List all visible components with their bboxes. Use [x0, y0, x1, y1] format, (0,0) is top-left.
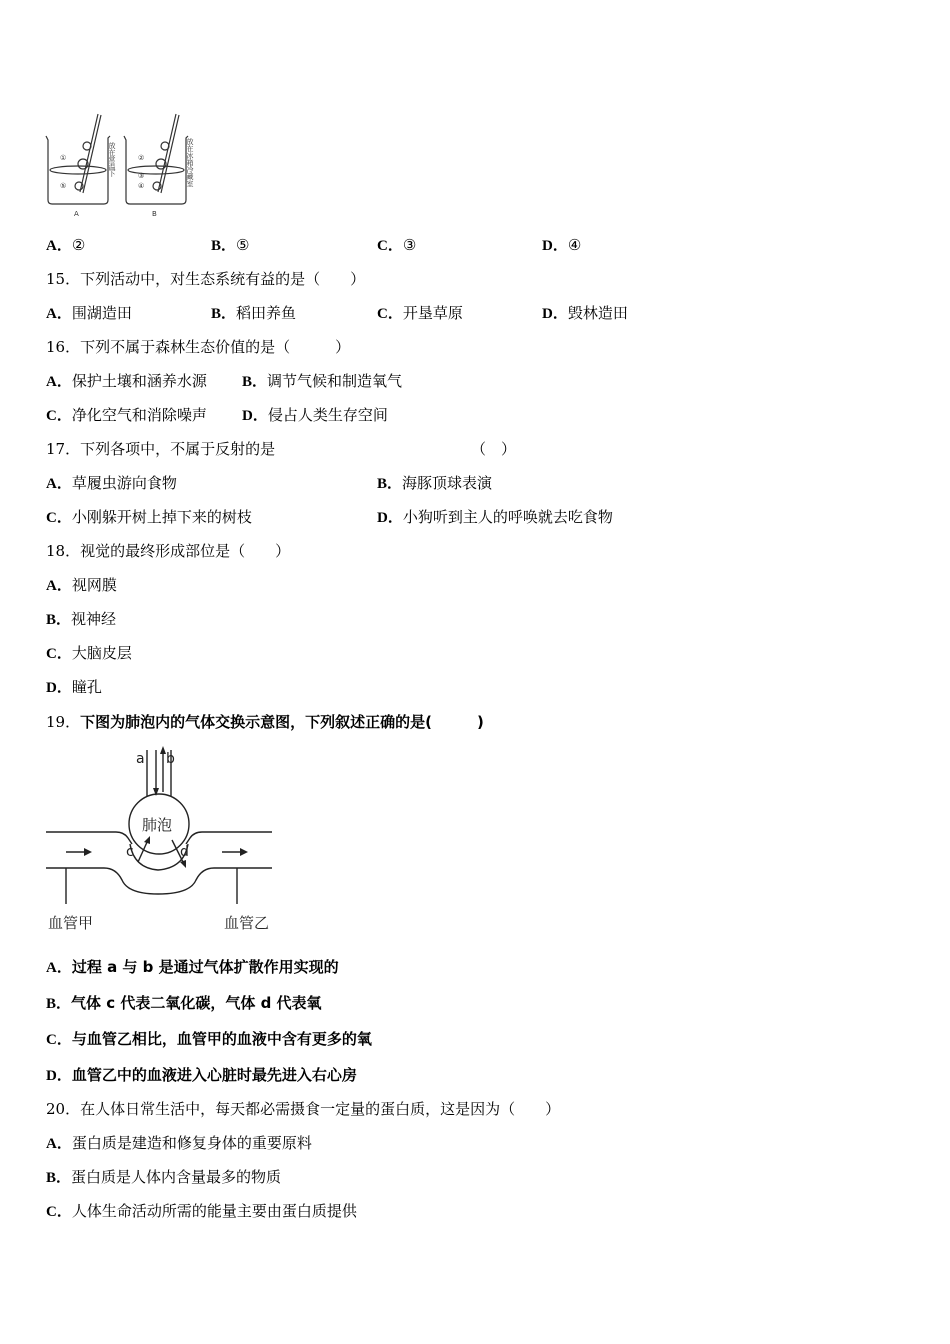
q20-stem: 20．在人体日常生活中，每天都必需摄食一定量的蛋白质，这是因为（ ） — [46, 1100, 561, 1118]
label-a: a — [136, 751, 145, 767]
label-d: d — [180, 844, 189, 860]
q16-stem: 16．下列不属于森林生态价值的是（ ） — [46, 338, 351, 356]
q17-option-c[interactable]: C．小刚躲开树上掉下来的树枝 — [46, 508, 252, 526]
q19-option-b[interactable]: B．气体 c 代表二氧化碳，气体 d 代表氧 — [46, 994, 322, 1012]
beaker-a-label: A — [74, 210, 79, 218]
beaker-a-caption: 放在常温下 — [108, 142, 116, 177]
q18-option-c[interactable]: C．大脑皮层 — [46, 644, 132, 662]
q19-option-d[interactable]: D．血管乙中的血液进入心脏时最先进入右心房 — [46, 1066, 357, 1084]
marker-4: ④ — [138, 182, 145, 190]
q16-option-a[interactable]: A．保护土壤和涵养水源 — [46, 372, 207, 390]
q14-option-d[interactable]: D．④ — [542, 236, 582, 254]
q16-option-d[interactable]: D．侵占人类生存空间 — [242, 406, 388, 424]
q16-option-c[interactable]: C．净化空气和消除噪声 — [46, 406, 207, 424]
alveolus-diagram — [44, 744, 276, 936]
q17-option-b[interactable]: B．海豚顶球表演 — [377, 474, 493, 492]
q15-option-a[interactable]: A．围湖造田 — [46, 304, 132, 322]
q15-stem: 15．下列活动中，对生态系统有益的是（ ） — [46, 270, 366, 288]
q19-number: 19． — [46, 713, 81, 731]
beaker-figure — [40, 108, 200, 220]
q14-option-a[interactable]: A．② — [46, 236, 86, 254]
q20-option-c[interactable]: C．人体生命活动所需的能量主要由蛋白质提供 — [46, 1202, 357, 1220]
marker-2: ② — [138, 154, 145, 162]
q15-option-b[interactable]: B．稻田养鱼 — [211, 304, 297, 322]
q18-stem: 18．视觉的最终形成部位是（ ） — [46, 542, 291, 560]
q19-stem: 下图为肺泡内的气体交换示意图，下列叙述正确的是( ) — [80, 713, 484, 731]
q16-option-b[interactable]: B．调节气候和制造氧气 — [242, 372, 403, 390]
marker-5: ⑤ — [60, 182, 67, 190]
q17-option-a[interactable]: A．草履虫游向食物 — [46, 474, 177, 492]
q14-option-b[interactable]: B．⑤ — [211, 236, 250, 254]
q15-option-c[interactable]: C．开垦草原 — [377, 304, 463, 322]
q18-option-a[interactable]: A．视网膜 — [46, 576, 117, 594]
q17-option-d[interactable]: D．小狗听到主人的呼唤就去吃食物 — [377, 508, 613, 526]
q17-stem-row — [46, 439, 517, 459]
label-b: b — [166, 751, 175, 767]
q14-option-c[interactable]: C．③ — [377, 236, 417, 254]
label-c: c — [126, 844, 134, 860]
q17-answer-paren: （ ） — [471, 440, 517, 458]
q17-stem: 17．下列各项中，不属于反射的是 — [46, 440, 276, 458]
q19-option-a[interactable]: A．过程 a 与 b 是通过气体扩散作用实现的 — [46, 958, 339, 976]
q15-option-d[interactable]: D．毁林造田 — [542, 304, 628, 322]
label-vessel-2: 血管乙 — [224, 914, 270, 932]
marker-1: ① — [60, 154, 67, 162]
marker-3: ③ — [138, 172, 145, 180]
q18-option-b[interactable]: B．视神经 — [46, 610, 117, 628]
q20-option-b[interactable]: B．蛋白质是人体内含量最多的物质 — [46, 1168, 282, 1186]
q20-option-a[interactable]: A．蛋白质是建造和修复身体的重要原料 — [46, 1134, 312, 1152]
label-alveolus: 肺泡 — [142, 816, 173, 834]
beaker-b-label: B — [152, 210, 157, 218]
label-vessel-1: 血管甲 — [48, 914, 94, 932]
q18-option-d[interactable]: D．瞳孔 — [46, 678, 102, 696]
q19-option-c[interactable]: C．与血管乙相比，血管甲的血液中含有更多的氧 — [46, 1030, 372, 1048]
q19-stem-row — [46, 712, 484, 732]
beaker-b-caption: 放在冰箱冷藏室 — [186, 138, 194, 187]
